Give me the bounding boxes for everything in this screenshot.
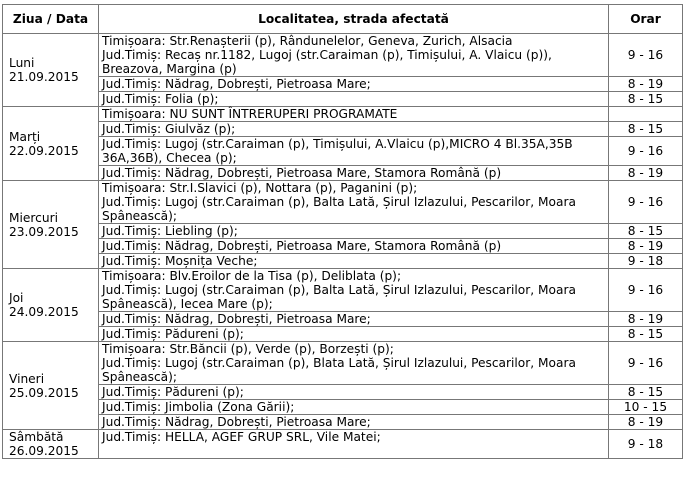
location-cell [99,415,609,430]
location-line: 36A,36B), Checea (p); [102,151,237,165]
location-line: Timișoara: Str.Băncii (p), Verde (p), Borzești (p); [102,342,394,356]
location-line: Jud.Timiș: Giulvăz (p); [102,122,236,136]
header-location: Localitatea, strada afectată [99,5,609,34]
day-cell [3,342,99,430]
table-row [3,166,683,181]
location-cell [99,385,609,400]
location-line: Jud.Timiș: Recaș nr.1182, Lugoj (str.Caraiman (p), Timișului, A. Vlaicu (p)), [102,48,552,62]
table-row [3,312,683,327]
hours-cell: 9 - 18 [609,430,683,459]
table-row [3,34,683,77]
hours-cell: 8 - 19 [609,415,683,430]
table-row [3,77,683,92]
location-line: Jud.Timiș: Lugoj (str.Caraiman (p), Blata Lată, Șirul Izlazului, Pescarilor, Moara [102,356,576,370]
hours-cell: 9 - 16 [609,137,683,166]
location-line: Jud.Timiș: Nădrag, Dobrești, Pietroasa Mare; [102,312,371,326]
location-cell [99,92,609,107]
day-date: 21.09.2015 [9,70,79,84]
day-cell [3,430,99,459]
hours-cell: 9 - 16 [609,269,683,312]
location-line: Jud.Timiș: Liebling (p); [102,224,238,238]
location-cell [99,166,609,181]
location-line: Jud.Timiș: Lugoj (str.Caraiman (p), Balta Lată, Șirul Izlazului, Pescarilor, Moara [102,195,576,209]
header-row [3,5,683,34]
location-line: Jud.Timiș: Pădureni (p); [102,327,244,341]
table-row [3,92,683,107]
hours-cell: 8 - 19 [609,77,683,92]
hours-cell: 8 - 15 [609,92,683,107]
location-cell [99,327,609,342]
table-row [3,137,683,166]
location-cell [99,224,609,239]
table-row [3,107,683,122]
table-row [3,224,683,239]
location-cell [99,312,609,327]
day-name: Sâmbătă [9,430,64,444]
location-cell [99,400,609,415]
table-row [3,385,683,400]
day-name: Luni [9,56,35,70]
hours-cell: 8 - 15 [609,224,683,239]
hours-cell: 9 - 16 [609,342,683,385]
table-row [3,181,683,224]
location-line: Jud.Timiș: Nădrag, Dobrești, Pietroasa Mare; [102,77,371,91]
hours-cell: 8 - 19 [609,312,683,327]
day-cell [3,107,99,181]
location-line: Jud.Timiș: Jimbolia (Zona Gării); [102,400,295,414]
location-cell [99,34,609,77]
hours-cell: 9 - 16 [609,34,683,77]
location-line: Spânească); [102,209,178,223]
day-date: 24.09.2015 [9,305,79,319]
header-day: Ziua / Data [3,5,99,34]
location-cell [99,269,609,312]
table-row [3,430,683,459]
location-line: Timișoara: Blv.Eroilor de la Tisa (p), Deliblata (p); [102,269,402,283]
location-line: Jud.Timiș: Nădrag, Dobrești, Pietroasa Mare; [102,415,371,429]
location-line: Jud.Timiș: Lugoj (str.Caraiman (p), Timișului, A.Vlaicu (p),MICRO 4 Bl.35A,35B [102,137,573,151]
day-cell [3,269,99,342]
day-date: 25.09.2015 [9,385,79,400]
location-cell [99,239,609,254]
day-cell [3,34,99,107]
day-date: 23.09.2015 [9,224,79,239]
location-cell [99,77,609,92]
day-name: Vineri [9,371,45,386]
location-line: Jud.Timiș: Lugoj (str.Caraiman (p), Balta Lată, Șirul Izlazului, Pescarilor, Moara [102,283,576,297]
day-date: 22.09.2015 [9,143,79,158]
table-row [3,239,683,254]
table-row [3,122,683,137]
table-row [3,269,683,312]
table-row [3,415,683,430]
day-name: Miercuri [9,210,58,225]
location-line: Spânească), Iecea Mare (p); [102,297,273,311]
location-line: Jud.Timiș: Nădrag, Dobrești, Pietroasa Mare, Stamora Română (p) [102,239,502,253]
location-line: Jud.Timiș: HELLA, AGEF GRUP SRL, Vile Matei; [102,430,381,444]
hours-cell: 8 - 15 [609,122,683,137]
location-line: Jud.Timiș: Folia (p); [102,92,219,106]
location-line: Jud.Timiș: Nădrag, Dobrești, Pietroasa Mare, Stamora Română (p) [102,166,502,180]
table-row [3,254,683,269]
location-line: Timișoara: NU SUNT ÎNTRERUPERI PROGRAMATE [102,107,398,121]
location-cell [99,430,609,459]
hours-cell: 8 - 15 [609,327,683,342]
hours-cell: 9 - 18 [609,254,683,269]
hours-cell: 9 - 16 [609,181,683,224]
location-cell [99,137,609,166]
day-name: Joi [9,291,24,305]
location-cell [99,107,609,122]
location-line: Breazova, Margina (p) [102,62,237,76]
day-name: Marți [9,129,41,144]
hours-cell: 8 - 15 [609,385,683,400]
location-cell [99,122,609,137]
day-date: 26.09.2015 [9,444,79,458]
header-hours: Orar [609,5,683,34]
location-line: Timișoara: Str.I.Slavici (p), Nottara (p), Paganini (p); [102,181,418,195]
day-cell [3,181,99,269]
table-row [3,342,683,385]
location-line: Timișoara: Str.Renașterii (p), Rândunelelor, Geneva, Zurich, Alsacia [102,34,513,48]
location-line: Jud.Timiș: Pădureni (p); [102,385,244,399]
hours-cell: 8 - 19 [609,166,683,181]
hours-cell: 8 - 19 [609,239,683,254]
location-cell [99,254,609,269]
hours-cell: 10 - 15 [609,400,683,415]
location-line: Jud.Timiș: Moșnița Veche; [102,254,258,268]
location-cell [99,342,609,385]
hours-cell [609,107,683,122]
location-line: Spânească); [102,370,178,384]
schedule-body [3,34,683,459]
table-row [3,400,683,415]
table-row [3,327,683,342]
outage-schedule-table [2,4,683,459]
location-cell [99,181,609,224]
